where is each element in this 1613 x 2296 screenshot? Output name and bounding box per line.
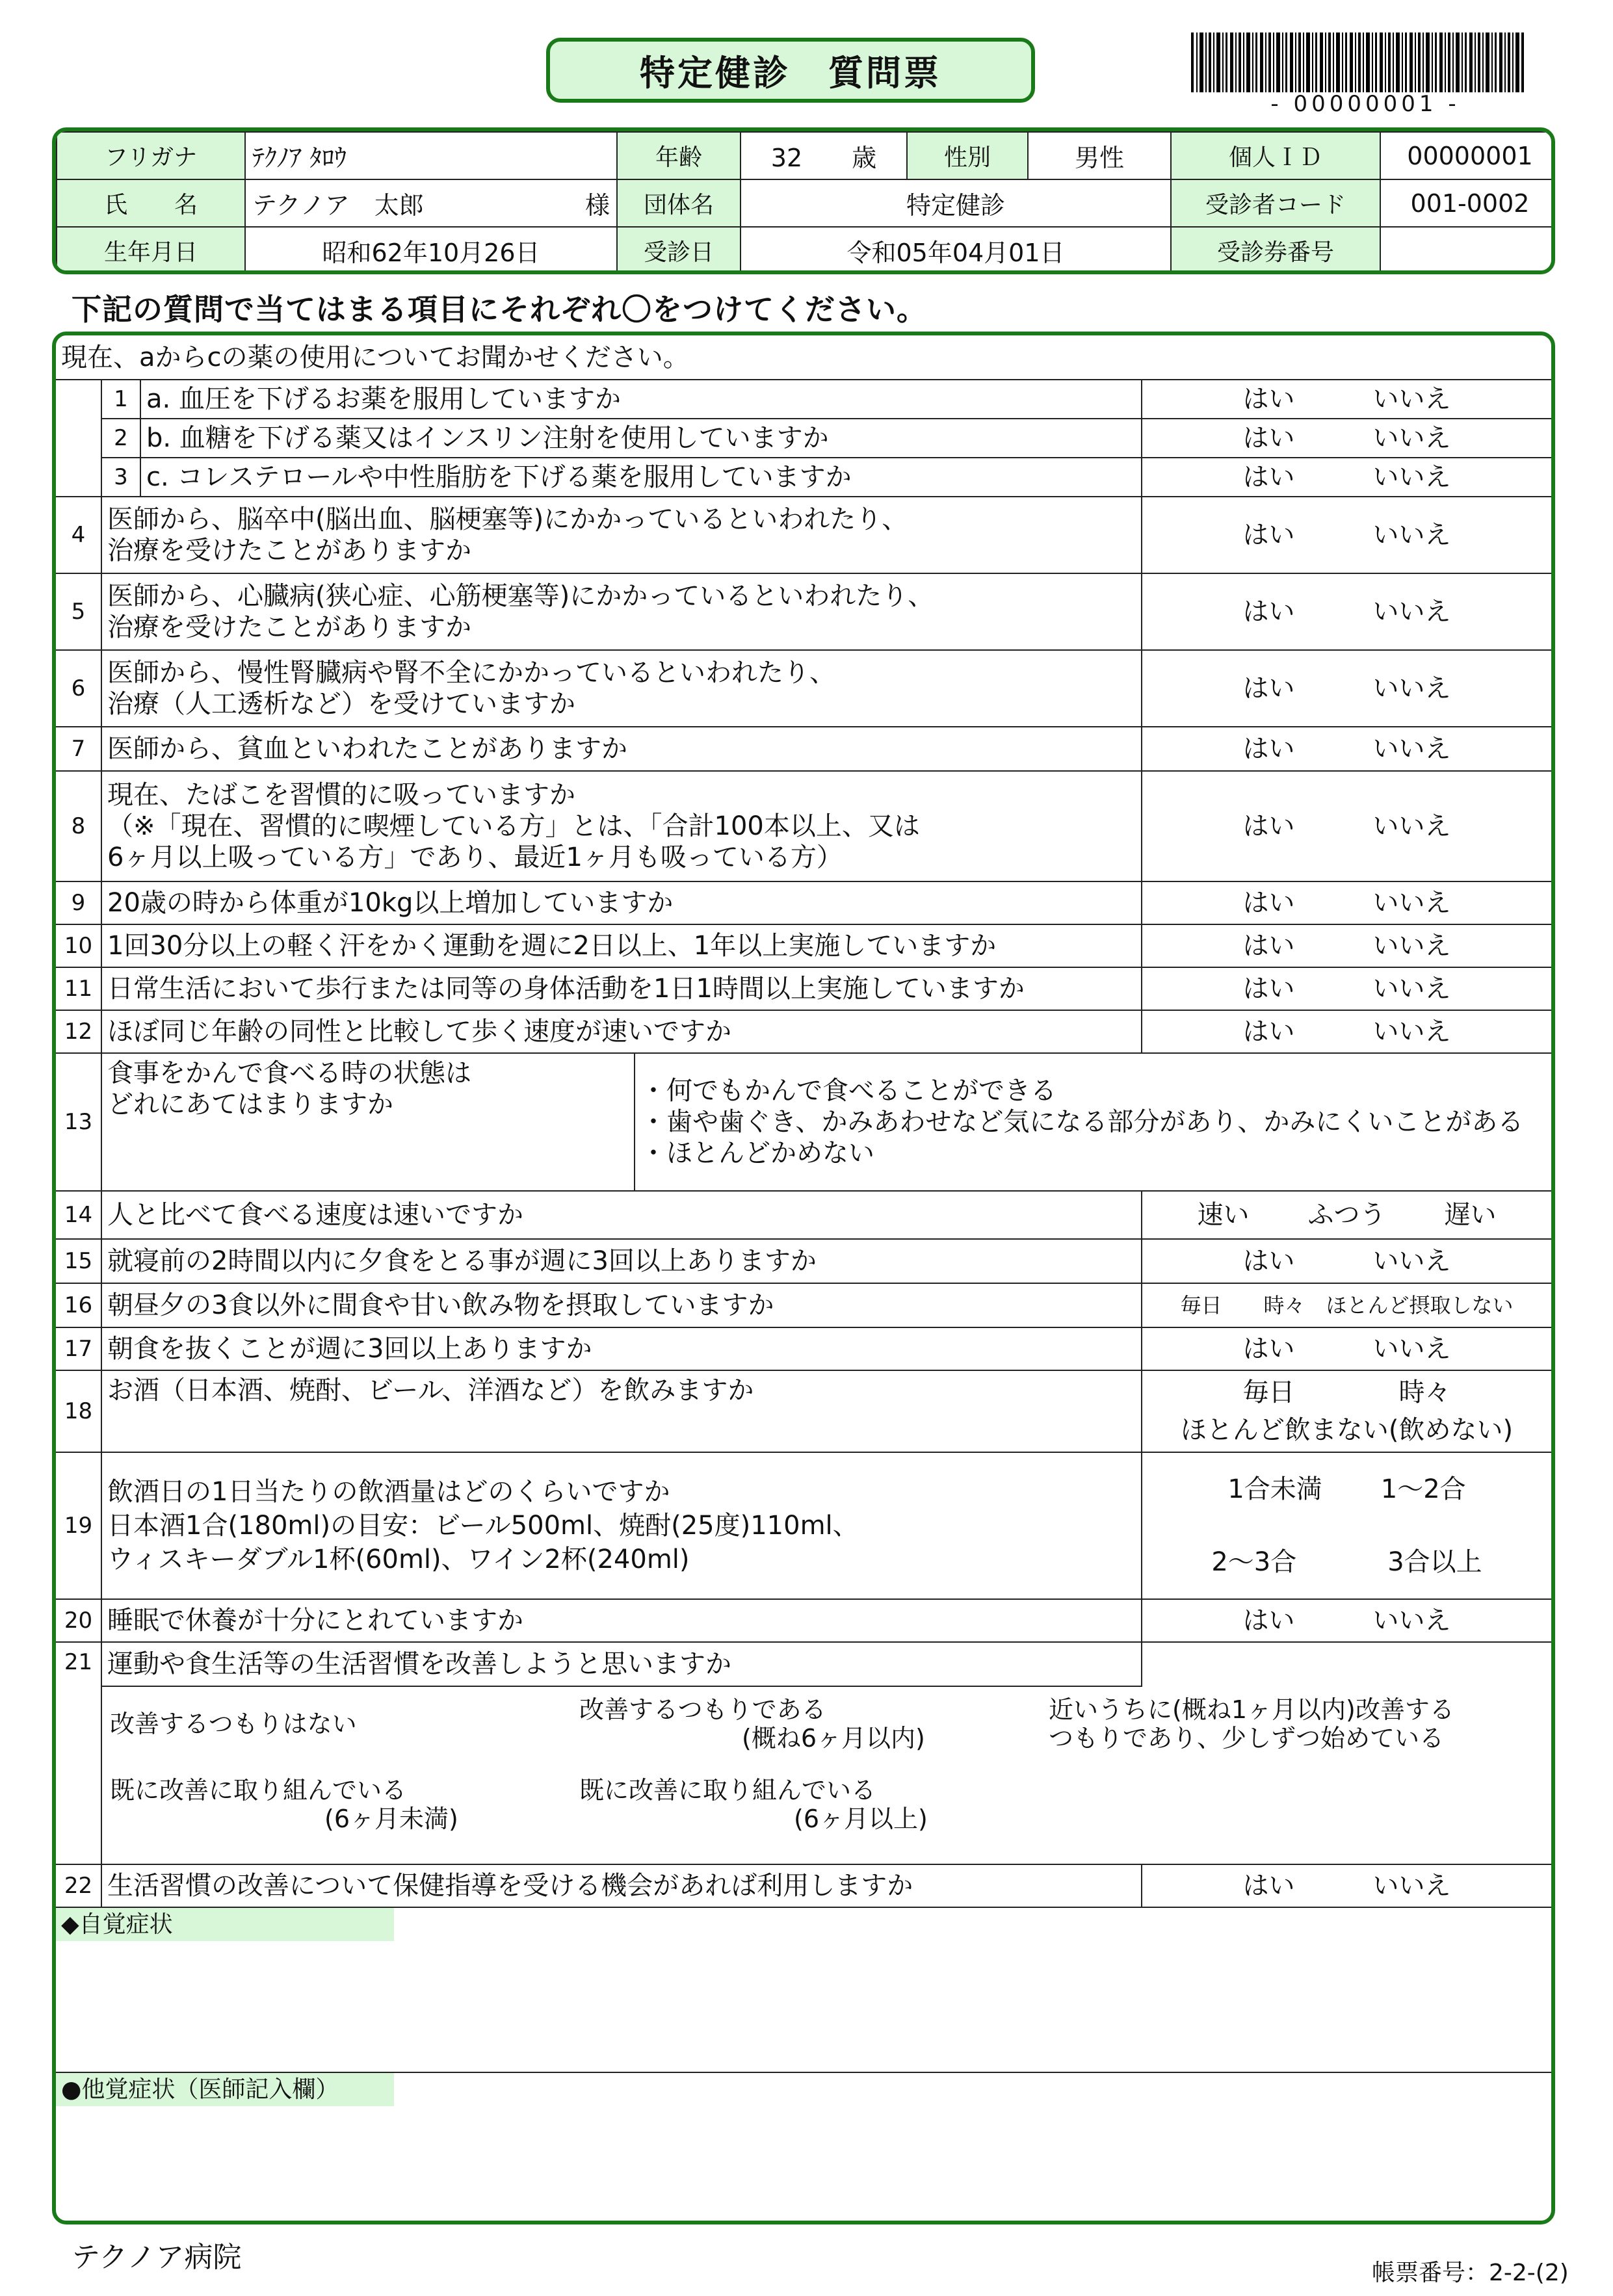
- q3-yes[interactable]: はい: [1242, 462, 1295, 492]
- group-value: 特定健診: [741, 179, 1171, 227]
- q21-option-3[interactable]: [1049, 1696, 1454, 1753]
- q19-line3: ウィスキーダブル1杯(60ml)、ワイン2杯(240ml): [107, 1545, 690, 1574]
- q1-no[interactable]: いいえ: [1372, 384, 1451, 414]
- q7-yes[interactable]: はい: [1242, 734, 1295, 764]
- q13-text: [101, 1053, 635, 1191]
- ticket-label: 受診券番号: [1171, 227, 1380, 274]
- q22-text: 生活習慣の改善について保健指導を受ける機会があれば利用しますか: [101, 1864, 1142, 1907]
- question-row-9: [56, 881, 1551, 924]
- birthdate-value: 昭和62年10月26日: [245, 227, 617, 274]
- q21-options-row: [56, 1686, 1551, 1864]
- question-row-12: [56, 1010, 1551, 1053]
- age-unit: 歳: [852, 144, 877, 172]
- q21-option-2-line2: (概ね6ヶ月以内): [742, 1723, 925, 1753]
- barcode: [1191, 33, 1524, 92]
- q4-line2: 治療を受けたことがありますか: [107, 536, 471, 566]
- q22-yes[interactable]: はい: [1242, 1871, 1295, 1901]
- exam-date-label: 受診日: [617, 227, 741, 274]
- q12-answers[interactable]: [1142, 1010, 1551, 1053]
- q18-sometimes[interactable]: 時々: [1398, 1377, 1451, 1407]
- q4-text: [101, 497, 1142, 573]
- question-row-10: [56, 924, 1551, 967]
- question-row-8: [56, 771, 1551, 881]
- q21-option-4-line1: 既に改善に取り組んでいる: [110, 1776, 407, 1805]
- q10-number: 10: [56, 924, 101, 967]
- sex-value: 男性: [1028, 132, 1171, 179]
- q7-text: 医師から、貧血といわれたことがありますか: [101, 727, 1142, 771]
- q10-yes[interactable]: はい: [1242, 931, 1295, 961]
- q10-answers[interactable]: [1142, 924, 1551, 967]
- birthdate-label: 生年月日: [57, 227, 245, 274]
- question-row-16: [56, 1283, 1551, 1327]
- q10-no[interactable]: いいえ: [1372, 931, 1451, 961]
- q16-text: 朝昼夕の3食以外に間食や甘い飲み物を摂取していますか: [101, 1283, 1142, 1327]
- q14-number: 14: [56, 1191, 101, 1239]
- q19-2-3[interactable]: 2～3合: [1211, 1547, 1297, 1577]
- question-row-20: [56, 1599, 1551, 1642]
- q8-no[interactable]: いいえ: [1372, 811, 1451, 841]
- q19-line1: 飲酒日の1日当たりの飲酒量はどのくらいですか: [107, 1477, 670, 1507]
- subjective-label: ◆自覚症状: [56, 1908, 394, 1941]
- q11-no[interactable]: いいえ: [1372, 974, 1451, 1004]
- q3-answers[interactable]: [1142, 458, 1551, 497]
- q21-option-3-line2: つもりであり、少しずつ始めている: [1049, 1723, 1445, 1753]
- q21-option-4-line2: (6ヶ月未満): [324, 1804, 458, 1833]
- q21-option-2[interactable]: [579, 1696, 925, 1753]
- q21-option-5-line2: (6ヶ月以上): [794, 1804, 928, 1833]
- q13-line2: どれにあてはまりますか: [107, 1089, 393, 1119]
- q6-text: [101, 650, 1142, 727]
- question-row-11: [56, 967, 1551, 1010]
- q12-no[interactable]: いいえ: [1372, 1017, 1451, 1047]
- q9-yes[interactable]: はい: [1242, 888, 1295, 918]
- q12-number: 12: [56, 1010, 101, 1053]
- q20-yes[interactable]: はい: [1242, 1606, 1295, 1636]
- q18-rarely[interactable]: ほとんど飲まない(飲めない): [1180, 1415, 1514, 1445]
- q17-no[interactable]: いいえ: [1372, 1334, 1451, 1364]
- q17-text: 朝食を抜くことが週に3回以上ありますか: [101, 1327, 1142, 1370]
- question-row-5: [56, 573, 1551, 650]
- q19-1-2[interactable]: 1～2合: [1380, 1474, 1466, 1504]
- question-row-13: [56, 1053, 1551, 1191]
- questionnaire-box: [52, 332, 1555, 2224]
- age-value: 32: [770, 144, 803, 172]
- q7-number: 7: [56, 727, 101, 771]
- intro-text: 現在、aからcの薬の使用についてお聞かせください。: [56, 335, 1551, 380]
- q20-text: 睡眠で休養が十分にとれていますか: [101, 1599, 1142, 1642]
- question-row-21: [56, 1642, 1551, 1686]
- q1-number: 1: [101, 380, 140, 419]
- q9-no[interactable]: いいえ: [1372, 888, 1451, 918]
- q21-option-3-line1: 近いうちに(概ね1ヶ月以内)改善する: [1049, 1695, 1454, 1724]
- q8-answers[interactable]: [1142, 771, 1551, 881]
- q21-option-4[interactable]: [110, 1777, 458, 1833]
- q8-number: 8: [56, 771, 101, 881]
- q13-option-2[interactable]: ・歯や歯ぐき、かみあわせなど気になる部分があり、かみにくいことがある: [640, 1107, 1524, 1137]
- q19-line2: 日本酒1合(180ml)の目安：ビール500ml、焼酎(25度)110ml、: [107, 1511, 859, 1541]
- q22-number: 22: [56, 1864, 101, 1907]
- examinee-code-value: 001-0002: [1380, 179, 1555, 227]
- q5-yes[interactable]: はい: [1242, 597, 1295, 627]
- q5-text: [101, 573, 1142, 650]
- question-row-3: [56, 458, 1551, 497]
- q15-no[interactable]: いいえ: [1372, 1246, 1451, 1276]
- q8-line1: 現在、たばこを習慣的に吸っていますか: [107, 780, 575, 810]
- personal-id-value: 00000001: [1380, 132, 1555, 179]
- q2-yes[interactable]: はい: [1242, 423, 1295, 453]
- q9-answers[interactable]: [1142, 881, 1551, 924]
- q11-number: 11: [56, 967, 101, 1010]
- age-cell: [741, 132, 907, 179]
- q2-text: b. 血糖を下げる薬又はインスリン注射を使用していますか: [140, 419, 1142, 458]
- q6-number: 6: [56, 650, 101, 727]
- question-row-2: [56, 419, 1551, 458]
- q19-answers[interactable]: [1142, 1452, 1551, 1599]
- question-row-19: [56, 1452, 1551, 1599]
- q19-number: 19: [56, 1452, 101, 1599]
- q20-number: 20: [56, 1599, 101, 1642]
- q15-number: 15: [56, 1239, 101, 1283]
- q14-fast[interactable]: 速い: [1197, 1200, 1250, 1230]
- q14-normal[interactable]: ふつう: [1307, 1200, 1386, 1230]
- q4-no[interactable]: いいえ: [1372, 520, 1451, 550]
- patient-info-box: [52, 127, 1555, 274]
- age-label: 年齢: [617, 132, 741, 179]
- name-cell: [245, 179, 617, 227]
- q4-number: 4: [56, 497, 101, 573]
- question-row-17: [56, 1327, 1551, 1370]
- q6-answers[interactable]: [1142, 650, 1551, 727]
- q9-text: 20歳の時から体重が10kg以上増加していますか: [101, 881, 1142, 924]
- hospital-name: テクノア病院: [72, 2241, 242, 2274]
- question-row-4: [56, 497, 1551, 573]
- q2-answers[interactable]: [1142, 419, 1551, 458]
- q8-yes[interactable]: はい: [1242, 811, 1295, 841]
- furigana-value: ﾃｸﾉｱ ﾀﾛｳ: [245, 132, 617, 179]
- q6-line1: 医師から、慢性腎臓病や腎不全にかかっているといわれたり、: [107, 658, 835, 688]
- q11-text: 日常生活において歩行または同等の身体活動を1日1時間以上実施していますか: [101, 967, 1142, 1010]
- q16-rarely[interactable]: ほとんど摂取しない: [1326, 1292, 1514, 1318]
- personal-id-label: 個人ＩＤ: [1171, 132, 1380, 179]
- q8-line3: 6ヶ月以上吸っている方」であり、最近1ヶ月も吸っている方）: [107, 842, 843, 872]
- q17-number: 17: [56, 1327, 101, 1370]
- q18-daily[interactable]: 毎日: [1242, 1377, 1295, 1407]
- q7-no[interactable]: いいえ: [1372, 734, 1451, 764]
- q8-line2: （※「現在、習慣的に喫煙している方」とは、「合計100本以上、又は: [107, 811, 920, 841]
- form-number: 帳票番号：2-2-(2): [1372, 2260, 1569, 2286]
- q12-text: ほぼ同じ年齢の同性と比較して歩く速度が速いですか: [101, 1010, 1142, 1053]
- q20-no[interactable]: いいえ: [1372, 1606, 1451, 1636]
- objective-area[interactable]: [56, 2072, 1551, 2224]
- q6-yes[interactable]: はい: [1242, 673, 1295, 703]
- q3-number: 3: [101, 458, 140, 497]
- q15-text: 就寝前の2時間以内に夕食をとる事が週に3回以上ありますか: [101, 1239, 1142, 1283]
- objective-section: [56, 2072, 1551, 2224]
- question-row-6: [56, 650, 1551, 727]
- question-row-14: [56, 1191, 1551, 1239]
- page-title: 特定健診 質問票: [546, 38, 1035, 103]
- q11-answers[interactable]: [1142, 967, 1551, 1010]
- q9-number: 9: [56, 881, 101, 924]
- q6-no[interactable]: いいえ: [1372, 673, 1451, 703]
- q7-answers[interactable]: [1142, 727, 1551, 771]
- q1-text: a. 血圧を下げるお薬を服用していますか: [140, 380, 1142, 419]
- q20-answers[interactable]: [1142, 1599, 1551, 1642]
- instruction: 下記の質問で当てはまる項目にそれぞれ〇をつけてください。: [72, 292, 927, 327]
- q6-line2: 治療（人工透析など）を受けていますか: [107, 689, 575, 719]
- q5-answers[interactable]: [1142, 573, 1551, 650]
- q12-yes[interactable]: はい: [1242, 1017, 1295, 1047]
- question-row-15: [56, 1239, 1551, 1283]
- q21-option-1[interactable]: 改善するつもりはない: [110, 1710, 357, 1738]
- q13-line1: 食事をかんで食べる時の状態は: [107, 1058, 471, 1088]
- ticket-value: [1380, 227, 1555, 274]
- exam-date-value: 令和05年04月01日: [741, 227, 1171, 274]
- q13-number: 13: [56, 1053, 101, 1191]
- q3-text: c. コレステロールや中性脂肪を下げる薬を服用していますか: [140, 458, 1142, 497]
- q18-text: お酒（日本酒、焼酎、ビール、洋酒など）を飲みますか: [101, 1370, 1142, 1452]
- q14-text: 人と比べて食べる速度は速いですか: [101, 1191, 1142, 1239]
- question-row-1: [56, 380, 1551, 419]
- barcode-number: - 00000001 -: [1270, 91, 1460, 117]
- subjective-area[interactable]: [56, 1907, 1551, 2072]
- q15-answers[interactable]: [1142, 1239, 1551, 1283]
- q16-number: 16: [56, 1283, 101, 1327]
- q4-answers[interactable]: [1142, 497, 1551, 573]
- q11-yes[interactable]: はい: [1242, 974, 1295, 1004]
- q8-text: [101, 771, 1142, 881]
- q21-option-2-line1: 改善するつもりである: [579, 1695, 826, 1724]
- q4-yes[interactable]: はい: [1242, 520, 1295, 550]
- q14-slow[interactable]: 遅い: [1444, 1200, 1497, 1230]
- q5-number: 5: [56, 573, 101, 650]
- name-suffix: 様: [584, 191, 610, 220]
- q19-under-1[interactable]: 1合未満: [1227, 1474, 1322, 1504]
- examinee-code-label: 受診者コード: [1171, 179, 1380, 227]
- name-label: 氏 名: [57, 179, 245, 227]
- q1-yes[interactable]: はい: [1242, 384, 1295, 414]
- question-row-22: [56, 1864, 1551, 1907]
- q17-answers[interactable]: [1142, 1327, 1551, 1370]
- q22-no[interactable]: いいえ: [1372, 1871, 1451, 1901]
- q10-text: 1回30分以上の軽く汗をかく運動を週に2日以上、1年以上実施していますか: [101, 924, 1142, 967]
- q16-sometimes[interactable]: 時々: [1263, 1292, 1305, 1318]
- q21-number: 21: [56, 1642, 101, 1864]
- group-label: 団体名: [617, 179, 741, 227]
- q5-no[interactable]: いいえ: [1372, 597, 1451, 627]
- q2-number: 2: [101, 419, 140, 458]
- q5-line2: 治療を受けたことがありますか: [107, 612, 471, 642]
- sex-label: 性別: [907, 132, 1028, 179]
- q13-option-1[interactable]: ・何でもかんで食べることができる: [640, 1076, 1056, 1106]
- q15-yes[interactable]: はい: [1242, 1246, 1295, 1276]
- name-value: テクノア 太郎: [252, 191, 424, 220]
- q3-no[interactable]: いいえ: [1372, 462, 1451, 492]
- q16-answers[interactable]: [1142, 1283, 1551, 1327]
- q17-yes[interactable]: はい: [1242, 1334, 1295, 1364]
- q18-number: 18: [56, 1370, 101, 1452]
- q13-option-3[interactable]: ・ほとんどかめない: [640, 1138, 874, 1168]
- q16-daily[interactable]: 毎日: [1180, 1292, 1222, 1318]
- q18-answers[interactable]: [1142, 1370, 1551, 1452]
- question-row-7: [56, 727, 1551, 771]
- q21-option-5-line1: 既に改善に取り組んでいる: [579, 1776, 876, 1805]
- q21-option-5[interactable]: [579, 1777, 928, 1833]
- q4-line1: 医師から、脳卒中(脳出血、脳梗塞等)にかかっているといわれたり、: [107, 504, 908, 534]
- q19-text: [101, 1452, 1142, 1599]
- q21-text: 運動や食生活等の生活習慣を改善しようと思いますか: [101, 1642, 1142, 1686]
- furigana-label: フリガナ: [57, 132, 245, 179]
- q22-answers[interactable]: [1142, 1864, 1551, 1907]
- q13-options: [635, 1053, 1551, 1191]
- q21-options: [101, 1686, 1551, 1864]
- subjective-section: [56, 1907, 1551, 2072]
- objective-label: ●他覚症状（医師記入欄）: [56, 2073, 394, 2106]
- q14-answers[interactable]: [1142, 1191, 1551, 1239]
- q5-line1: 医師から、心臓病(狭心症、心筋梗塞等)にかかっているといわれたり、: [107, 581, 934, 611]
- q2-no[interactable]: いいえ: [1372, 423, 1451, 453]
- q19-over-3[interactable]: 3合以上: [1387, 1547, 1482, 1577]
- q1-answers[interactable]: [1142, 380, 1551, 419]
- question-row-18: [56, 1370, 1551, 1452]
